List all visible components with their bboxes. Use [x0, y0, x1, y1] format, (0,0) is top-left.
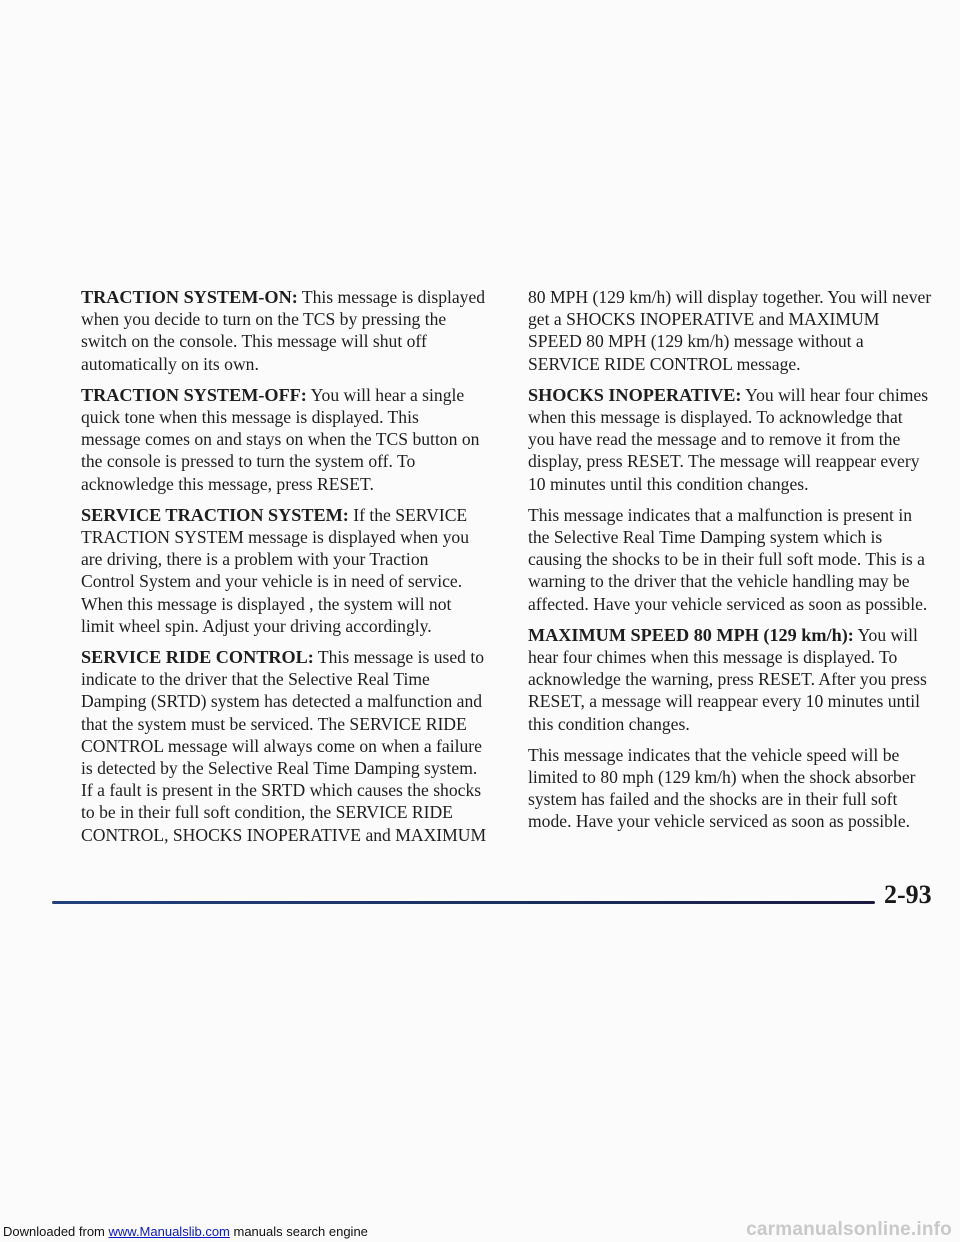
body-shocks-explanation: This message indicates that a malfunction is present in the Selective Real Time Damping system which is causing the shocks to be in their full soft mode. This is a warning to the driver that the vehicle handling may be affected. Have your vehicle serviced as soon as possible.	[528, 504, 928, 614]
heading-service-traction-system: SERVICE TRACTION SYSTEM:	[81, 504, 349, 525]
paragraph-service-traction-system	[81, 504, 493, 637]
body-service-ride-control: This message is used to indicate to the driver that the Selective Real Time Damping (SRTD) system has detected a malfunction and that the system must be serviced. The SERVICE RIDE CONTROL message will always come on when a failure is detected by the Selective Real Time Damping system. If a fault is present in the SRTD which causes the shocks to be in their full soft condition, the SERVICE RIDE CONTROL, SHOCKS INOPERATIVE and MAXIMUM	[81, 647, 487, 845]
paragraph-shocks-inoperative	[528, 384, 948, 495]
paragraph-shocks-explanation	[528, 504, 948, 615]
heading-service-ride-control: SERVICE RIDE CONTROL:	[81, 647, 314, 668]
right-column	[528, 286, 948, 842]
footer-suffix: manuals search engine	[229, 1224, 368, 1239]
heading-shocks-inoperative: SHOCKS INOPERATIVE:	[528, 384, 742, 405]
footer-prefix: Downloaded from	[3, 1224, 109, 1239]
paragraph-continuation	[528, 286, 948, 375]
left-column	[81, 286, 493, 855]
paragraph-traction-system-on	[81, 286, 493, 375]
body-maximum-speed-explanation: This message indicates that the vehicle speed will be limited to 80 mph (129 km/h) when the shock absorber system has failed and the shocks are in their full soft mode. Have your vehicle serviced as soon as possible.	[528, 744, 916, 832]
paragraph-maximum-speed-explanation	[528, 744, 948, 833]
heading-maximum-speed: MAXIMUM SPEED 80 MPH (129 km/h):	[528, 624, 854, 645]
body-traction-system-off: You will hear a single quick tone when this message is displayed. This message comes on and stays on when the TCS button on the console is pressed to turn the system off. To acknowledge this message, press RESET.	[81, 384, 480, 494]
paragraph-service-ride-control	[81, 646, 493, 846]
body-continuation: 80 MPH (129 km/h) will display together. You will never get a SHOCKS INOPERATIVE and MAXIMUM SPEED 80 MPH (129 km/h) message without a SERVICE RIDE CONTROL message.	[528, 287, 932, 374]
body-maximum-speed: You will hear four chimes when this message is displayed. To acknowledge the warning, press RESET. After you press RESET, a message will reappear every 10 minutes until this condition changes.	[528, 624, 927, 734]
manualslib-link[interactable]: www.Manualslib.com	[108, 1224, 230, 1239]
download-footer	[3, 1224, 368, 1240]
heading-traction-system-off: TRACTION SYSTEM-OFF:	[81, 384, 307, 405]
paragraph-maximum-speed	[528, 624, 948, 735]
body-service-traction-system: If the SERVICE TRACTION SYSTEM message is displayed when you are driving, there is a problem with your Traction Control System and your vehicle is in need of service. When this message is displayed , the system will not limit wheel spin. Adjust your driving accordingly.	[81, 504, 470, 636]
watermark: carmanualsonline.info	[746, 1219, 952, 1240]
paragraph-traction-system-off	[81, 384, 493, 495]
body-shocks-inoperative: You will hear four chimes when this message is displayed. To acknowledge that you have read the message and to remove it from the display, press RESET. The message will reappear every 10 minutes until this condition changes.	[528, 384, 929, 494]
heading-traction-system-on: TRACTION SYSTEM-ON:	[81, 287, 298, 307]
page-number: 2-93	[884, 880, 932, 909]
footer-rule	[52, 901, 875, 904]
body-traction-system-on: This message is displayed when you decide to turn on the TCS by pressing the switch on the console. This message will shut off automatically on its own.	[81, 287, 486, 374]
